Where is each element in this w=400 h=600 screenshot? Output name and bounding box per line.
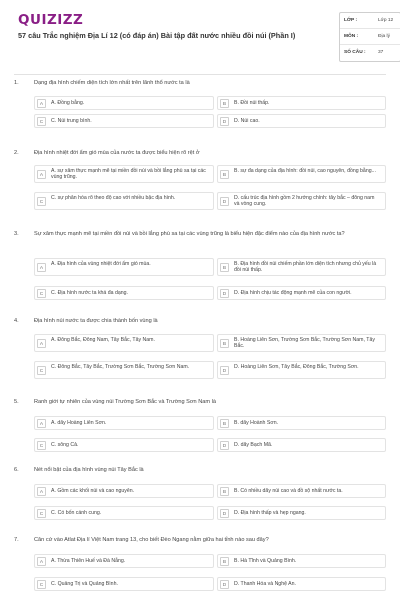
question-number: 2. <box>14 150 19 156</box>
option-text: B. Địa hình đồi núi chiếm phần lớn diện tích nhưng chủ yếu là đồi núi thấp. <box>234 261 377 274</box>
option-letter-box: D <box>220 197 229 206</box>
option-letter-box: B <box>220 557 229 566</box>
worksheet-meta-box <box>339 12 400 62</box>
option-letter-box: D <box>220 441 229 450</box>
option-text: D. Địa hình thấp và hẹp ngang. <box>234 510 306 516</box>
option-letter-box: A <box>37 339 46 348</box>
option-text: D. Địa hình chịu tác động mạnh mẽ của con người. <box>234 290 352 296</box>
question-text: Sự xâm thực mạnh mẽ tại miền đồi núi và bồi lắng phù sa tại các vùng trũng là biểu hiện đặc điểm nào của địa hình nước ta? <box>34 231 345 237</box>
option-letter-box: C <box>37 509 46 518</box>
option-letter-box: C <box>37 117 46 126</box>
question-text: Căn cứ vào Atlat Địa lí Việt Nam trang 13, cho biết Đèo Ngang nằm giữa hai tỉnh nào sau đây? <box>34 537 269 543</box>
option-text: C. Có bốn cánh cung. <box>51 510 102 516</box>
option-text: B. dãy Hoành Sơn. <box>234 420 279 426</box>
option-text: A. Địa hình của vùng nhiệt đới ẩm gió mùa. <box>51 261 151 267</box>
option-text: D. Thanh Hóa và Nghệ An. <box>234 581 296 587</box>
quizizz-logo[interactable]: QUIZIZZ <box>18 12 84 28</box>
option-text: D. cấu trúc địa hình gồm 2 hướng chính: tây bắc – đông nam và vòng cung. <box>234 195 375 208</box>
option-letter-box: C <box>37 580 46 589</box>
option-letter-box: A <box>37 99 46 108</box>
answer-option-a[interactable] <box>34 96 214 110</box>
answer-option-b[interactable] <box>217 416 386 430</box>
meta-value: Lớp 12 <box>378 18 394 23</box>
answer-option-b[interactable] <box>217 334 386 352</box>
option-text: D. Núi cao. <box>234 118 260 124</box>
question-text: Địa hình nhiệt đới ẩm gió mùa của nước ta được biểu hiện rõ rệt ở <box>34 150 200 156</box>
meta-row-question-count <box>340 45 400 61</box>
answer-option-a[interactable] <box>34 258 214 276</box>
option-text: D. Hoàng Liên Sơn, Tây Bắc, Đông Bắc, Trường Sơn. <box>234 364 359 370</box>
answer-option-a[interactable] <box>34 416 214 430</box>
answer-option-d[interactable] <box>217 114 386 128</box>
option-letter-box: A <box>37 263 46 272</box>
option-text: A. Thừa Thiên Huế và Đà Nẵng. <box>51 558 126 564</box>
option-text: B. Có nhiều dãy núi cao và đồ sộ nhất nước ta. <box>234 488 343 494</box>
question-number: 1. <box>14 80 19 86</box>
answer-option-c[interactable] <box>34 438 214 452</box>
option-letter-box: B <box>220 263 229 272</box>
option-text: B. sự đa dạng của địa hình: đồi núi, cao nguyên, đồng bằng... <box>234 168 376 174</box>
option-text: A. Đồng bằng. <box>51 100 85 106</box>
option-letter-box: D <box>220 289 229 298</box>
answer-option-a[interactable] <box>34 554 214 568</box>
option-text: A. dãy Hoàng Liên Sơn. <box>51 420 107 426</box>
option-text: B. Đồi núi thấp. <box>234 100 270 106</box>
question-number: 7. <box>14 537 19 543</box>
option-text: C. sông Cả. <box>51 442 79 448</box>
option-text: A. Đông Bắc, Đông Nam, Tây Bắc, Tây Nam. <box>51 337 155 343</box>
option-text: C. Quảng Trị và Quảng Bình. <box>51 581 118 587</box>
worksheet-title: 57 câu Trắc nghiệm Địa Lí 12 (có đáp án) Bài tập đất nước nhiều đồi núi (Phần I) <box>18 31 296 40</box>
option-text: C. Đông Bắc, Tây Bắc, Trường Sơn Bắc, Trường Sơn Nam. <box>51 364 190 370</box>
option-text: B. Hoàng Liên Sơn, Trường Sơn Bắc, Trường Sơn Nam, Tây Bắc. <box>234 337 375 350</box>
answer-option-c[interactable] <box>34 577 214 591</box>
answer-option-b[interactable] <box>217 96 386 110</box>
answer-option-c[interactable] <box>34 286 214 300</box>
option-letter-box: A <box>37 487 46 496</box>
option-text: D. dãy Bạch Mã. <box>234 442 273 448</box>
option-letter-box: D <box>220 366 229 375</box>
option-text: A. sự xâm thực mạnh mẽ tại miền đồi núi và bồi lắng phù sa tại các vùng trũng. <box>51 168 206 181</box>
option-letter-box: A <box>37 419 46 428</box>
answer-option-d[interactable] <box>217 577 386 591</box>
meta-label: MÔN : <box>344 34 359 39</box>
option-letter-box: A <box>37 170 46 179</box>
option-letter-box: C <box>37 197 46 206</box>
option-letter-box: B <box>220 339 229 348</box>
question-text: Nét nổi bật của địa hình vùng núi Tây Bắc là <box>34 467 144 473</box>
answer-option-b[interactable] <box>217 165 386 183</box>
meta-label: SỐ CÂU : <box>344 50 366 55</box>
answer-option-a[interactable] <box>34 334 214 352</box>
option-text: C. sự phân hóa rõ theo độ cao với nhiều bậc địa hình. <box>51 195 176 201</box>
option-text: A. Gồm các khối núi và cao nguyên. <box>51 488 135 494</box>
answer-option-a[interactable] <box>34 165 214 183</box>
option-letter-box: C <box>37 441 46 450</box>
answer-option-c[interactable] <box>34 114 214 128</box>
meta-label: LỚP : <box>344 18 358 23</box>
answer-option-d[interactable] <box>217 286 386 300</box>
option-letter-box: C <box>37 366 46 375</box>
question-text: Ranh giới tự nhiên của vùng núi Trường Sơn Bắc và Trường Sơn Nam là <box>34 399 216 405</box>
question-text: Địa hình núi nước ta được chia thành bốn vùng là <box>34 318 158 324</box>
option-letter-box: A <box>37 557 46 566</box>
meta-value: 37 <box>378 50 384 55</box>
answer-option-c[interactable] <box>34 192 214 210</box>
option-letter-box: B <box>220 487 229 496</box>
meta-row-class <box>340 13 400 29</box>
question-number: 3. <box>14 231 19 237</box>
question-text: Dạng địa hình chiếm diện tích lớn nhất trên lãnh thổ nước ta là <box>34 80 190 86</box>
answer-option-c[interactable] <box>34 361 214 379</box>
option-letter-box: B <box>220 170 229 179</box>
option-letter-box: B <box>220 419 229 428</box>
answer-option-d[interactable] <box>217 438 386 452</box>
answer-option-d[interactable] <box>217 506 386 520</box>
worksheet-header <box>14 0 394 75</box>
answer-option-d[interactable] <box>217 192 386 210</box>
answer-option-b[interactable] <box>217 554 386 568</box>
option-letter-box: B <box>220 99 229 108</box>
meta-row-subject <box>340 29 400 45</box>
option-letter-box: D <box>220 580 229 589</box>
option-letter-box: C <box>37 289 46 298</box>
option-text: C. Địa hình nước ta khá đa dạng. <box>51 290 128 296</box>
option-text: C. Núi trung bình. <box>51 118 92 124</box>
answer-option-a[interactable] <box>34 484 214 498</box>
answer-option-b[interactable] <box>217 258 386 276</box>
meta-value: Địa lý <box>378 34 390 39</box>
question-number: 6. <box>14 467 19 473</box>
answer-option-b[interactable] <box>217 484 386 498</box>
option-text: B. Hà Tĩnh và Quảng Bình. <box>234 558 297 564</box>
question-number: 5. <box>14 399 19 405</box>
option-letter-box: D <box>220 117 229 126</box>
question-number: 4. <box>14 318 19 324</box>
answer-option-d[interactable] <box>217 361 386 379</box>
answer-option-c[interactable] <box>34 506 214 520</box>
option-letter-box: D <box>220 509 229 518</box>
